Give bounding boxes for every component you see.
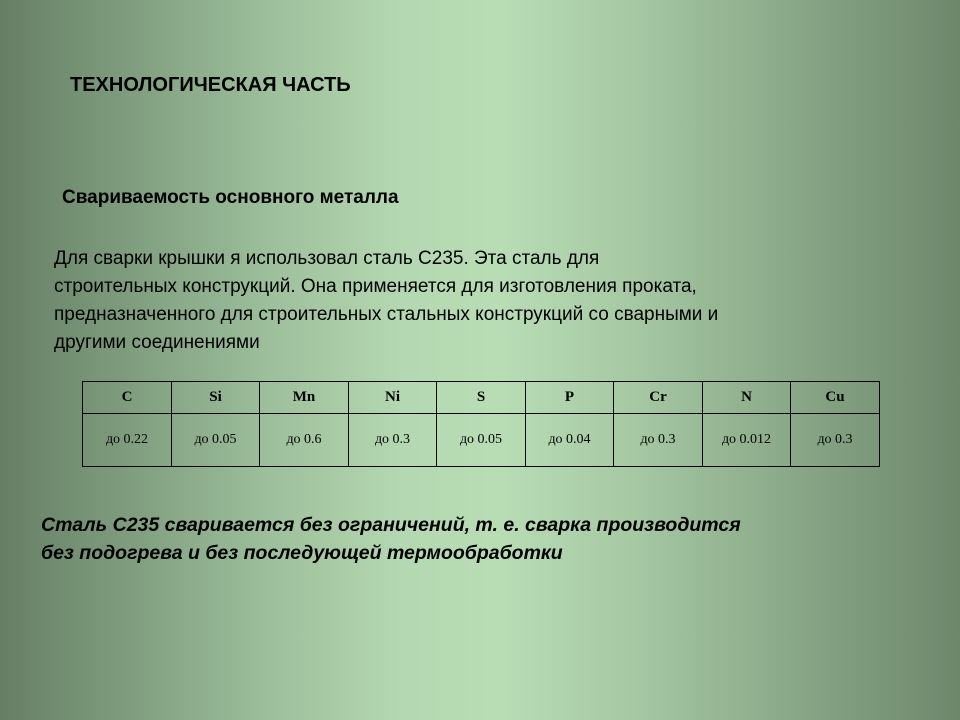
section-subtitle: Свариваемость основного металла — [62, 187, 399, 208]
column-header-n: N — [703, 382, 791, 414]
table-cell-c: до 0.22 — [83, 414, 172, 467]
description-paragraph — [54, 245, 914, 357]
table-header-row — [83, 382, 880, 414]
description-line: другими соединениями — [54, 332, 260, 353]
table-cell-p: до 0.04 — [526, 414, 614, 467]
column-header-cr: Cr — [614, 382, 703, 414]
column-header-mn: Mn — [260, 382, 349, 414]
column-header-c: C — [83, 382, 172, 414]
table-cell-n: до 0.012 — [703, 414, 791, 467]
table-row — [83, 414, 880, 467]
table-cell-s: до 0.05 — [437, 414, 526, 467]
table-cell-cr: до 0.3 — [614, 414, 703, 467]
column-header-si: Si — [172, 382, 260, 414]
table-cell-mn: до 0.6 — [260, 414, 349, 467]
table-cell-si: до 0.05 — [172, 414, 260, 467]
conclusion-text — [41, 511, 941, 567]
chemical-composition-table — [82, 381, 880, 467]
column-header-p: P — [526, 382, 614, 414]
table-cell-cu: до 0.3 — [791, 414, 880, 467]
column-header-cu: Cu — [791, 382, 880, 414]
description-line: строительных конструкций. Она применяется для изготовления проката, — [54, 276, 697, 297]
description-line: предназначенного для строительных стальных конструкций со сварными и — [54, 304, 719, 325]
table-cell-ni: до 0.3 — [349, 414, 437, 467]
column-header-ni: Ni — [349, 382, 437, 414]
column-header-s: S — [437, 382, 526, 414]
description-line: Для сварки крышки я использовал сталь С235. Эта сталь для — [54, 248, 600, 269]
conclusion-line: Сталь С235 сваривается без ограничений, т. е. сварка производится — [41, 514, 741, 536]
slide-title: ТЕХНОЛОГИЧЕСКАЯ ЧАСТЬ — [70, 74, 351, 96]
conclusion-line: без подогрева и без последующей термообработки — [41, 542, 563, 564]
